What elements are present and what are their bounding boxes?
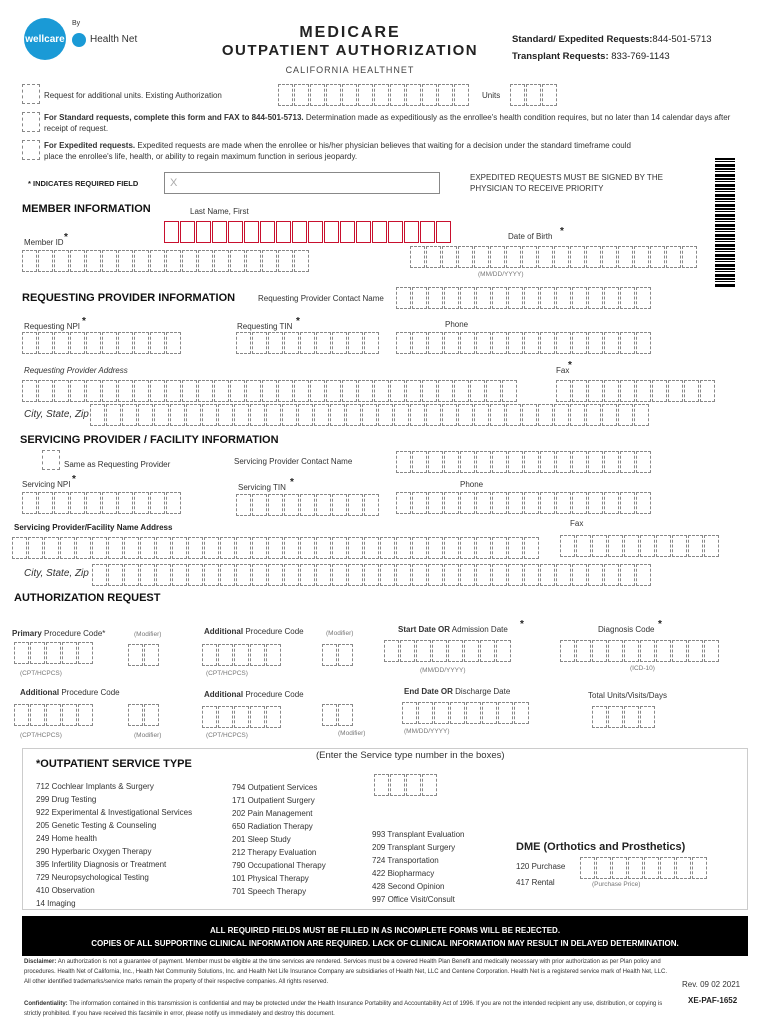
requesting-contact-boxes[interactable] <box>396 287 652 309</box>
requesting-city-label: City, State, Zip <box>24 409 89 420</box>
confidentiality-bold: Confidentiality: <box>24 1001 68 1007</box>
member-name-boxes[interactable] <box>164 221 452 243</box>
npi-required: * <box>82 316 86 327</box>
service-item: 422 Biopharmacy <box>372 869 435 878</box>
primary-modifier-boxes[interactable] <box>128 644 160 666</box>
servicing-address-boxes[interactable] <box>12 537 540 559</box>
requesting-tin-boxes[interactable] <box>236 332 380 354</box>
servicing-npi-required: * <box>72 474 76 485</box>
purchase-price-label: (Purchase Price) <box>592 881 641 888</box>
banner-line2: COPIES OF ALL SUPPORTING CLINICAL INFORMATION ARE REQUIRED. LACK OF CLINICAL INFORMATION MAY RESULT IN DELAYED DETERMINATION. <box>91 939 679 948</box>
primary-modifier-label: (Modifier) <box>134 631 162 638</box>
tin-required: * <box>296 316 300 327</box>
member-id-required: * <box>64 232 68 243</box>
service-item: 299 Drug Testing <box>36 795 97 804</box>
service-item: 249 Home health <box>36 834 97 843</box>
required-field-note: * INDICATES REQUIRED FIELD <box>28 179 139 188</box>
requesting-phone-label: Phone <box>445 320 469 329</box>
healthnet-logo-icon <box>72 33 86 47</box>
servicing-npi-boxes[interactable] <box>22 492 182 514</box>
form-id: XE-PAF-1652 <box>688 996 738 1005</box>
requesting-tin-label: Requesting TIN <box>237 322 293 331</box>
start-rest: Admission Date <box>450 625 508 634</box>
service-item: 410 Observation <box>36 886 95 895</box>
title-line2: OUTPATIENT AUTHORIZATION <box>221 42 479 59</box>
dme-purchase: 120 Purchase <box>516 862 566 871</box>
service-item: 209 Transplant Surgery <box>372 843 456 852</box>
auth-title: AUTHORIZATION REQUEST <box>14 592 161 604</box>
start-required: * <box>520 619 524 630</box>
physician-signature-field[interactable] <box>164 172 440 194</box>
service-col3 <box>372 828 465 906</box>
start-bold: Start Date OR <box>398 625 451 634</box>
servicing-tin-boxes[interactable] <box>236 494 380 516</box>
service-col2 <box>232 781 326 898</box>
confidentiality-text: The information contained in this transmission is confidential and may be protected under the Health Insurance Portability and Accountability Act of 1996. If you are not the intended recipient any use, distribution, or copying is strictly prohibited. If you have received this facsimile in error, please notify us immediately and destroy this document. <box>24 1001 663 1017</box>
servicing-fax-boxes[interactable] <box>560 535 720 557</box>
service-item: 290 Hyperbaric Oxygen Therapy <box>36 847 152 856</box>
title-line1: MEDICARE <box>299 24 401 41</box>
dme-rental: 417 Rental <box>516 878 555 887</box>
same-as-label: Same as Requesting Provider <box>64 460 171 469</box>
servicing-contact-label: Servicing Provider Contact Name <box>234 457 353 466</box>
diagnosis-boxes[interactable] <box>560 640 720 662</box>
servicing-tin-label: Servicing TIN <box>238 483 286 492</box>
member-name-label: Last Name, First <box>190 207 249 216</box>
additional-cpt-label-3: (CPT/HCPCS) <box>206 732 248 739</box>
requesting-npi-label: Requesting NPI <box>24 322 81 331</box>
additional-units-label: Request for additional units. Existing Authorization <box>44 91 222 100</box>
requesting-fax-label: Fax <box>556 366 570 375</box>
service-item: 101 Physical Therapy <box>232 874 309 883</box>
units-boxes[interactable] <box>510 84 558 106</box>
start-date-format: (MM/DD/YYYY) <box>420 667 466 674</box>
requesting-title: REQUESTING PROVIDER INFORMATION <box>22 292 236 304</box>
end-rest: Discharge Date <box>452 687 511 696</box>
additional-rest-1: Procedure Code <box>243 627 304 636</box>
member-id-boxes[interactable] <box>22 250 310 272</box>
primary-code-label <box>12 629 105 638</box>
service-item: 724 Transportation <box>372 856 439 865</box>
service-item: 993 Transplant Evaluation <box>372 830 465 839</box>
end-date-boxes[interactable] <box>402 702 530 724</box>
healthnet-logo: Health Net <box>90 34 138 45</box>
wellcare-logo: wellcare <box>24 18 66 60</box>
service-item: 701 Speech Therapy <box>232 887 307 896</box>
expedited-text <box>44 140 644 162</box>
service-col1 <box>36 780 192 910</box>
existing-auth-boxes[interactable] <box>278 84 470 106</box>
service-item: 794 Outpatient Services <box>232 783 318 792</box>
additional-modifier-boxes-1[interactable] <box>322 644 354 666</box>
service-item: 712 Cochlear Implants & Surgery <box>36 782 154 791</box>
additional-rest-3: Procedure Code <box>243 690 304 699</box>
dme-title: DME (Orthotics and Prosthetics) <box>516 841 686 853</box>
diagnosis-label: Diagnosis Code <box>598 625 655 634</box>
end-date-label <box>404 687 510 696</box>
end-date-format: (MM/DD/YYYY) <box>404 728 450 735</box>
service-item: 428 Second Opinion <box>372 882 445 891</box>
requesting-npi-boxes[interactable] <box>22 332 182 354</box>
total-units-boxes[interactable] <box>592 706 656 728</box>
standard-line <box>512 34 712 45</box>
standard-rest: Determination made as expeditiously as the enrollee's health condition requires, but no later than 14 calendar days after receipt of request. <box>44 113 731 133</box>
servicing-title: SERVICING PROVIDER / FACILITY INFORMATION <box>20 434 279 446</box>
fax-required: * <box>568 360 572 371</box>
primary-rest: Procedure Code* <box>41 629 106 638</box>
servicing-city-label: City, State, Zip <box>24 568 89 579</box>
requesting-address-boxes[interactable] <box>22 380 518 402</box>
servicing-address-label: Servicing Provider/Facility Name Address <box>14 523 173 532</box>
expedited-sign-note: EXPEDITED REQUESTS MUST BE SIGNED BY THE PHYSICIAN TO RECEIVE PRIORITY <box>470 173 663 193</box>
standard-phone: 844-501-5713 <box>652 34 712 45</box>
start-date-label <box>398 625 508 634</box>
standard-label: Standard/ Expedited Requests: <box>512 34 653 45</box>
expedited-rest: Expedited requests are made when the enrollee or his/her physician believes that waiting for a decision under the standard timeframe could place the enrollee's life, health, or ability to regain maximum function in serious jeopardy. <box>44 141 631 161</box>
servicing-phone-boxes[interactable] <box>396 492 652 514</box>
requesting-fax-boxes[interactable] <box>556 380 716 402</box>
servicing-city-boxes[interactable] <box>92 564 652 586</box>
additional-modifier-caption-2: (Modifier) <box>134 732 162 739</box>
end-bold: End Date OR <box>404 687 453 696</box>
additional-bold-3: Additional <box>204 690 244 699</box>
service-item: 202 Pain Management <box>232 809 313 818</box>
service-item: 790 Occupational Therapy <box>232 861 326 870</box>
service-item: 922 Experimental & Investigational Services <box>36 808 193 817</box>
same-as-checkbox[interactable] <box>42 450 60 470</box>
servicing-contact-boxes[interactable] <box>396 451 652 473</box>
service-item: 395 Infertility Diagnosis or Treatment <box>36 860 167 869</box>
diagnosis-required: * <box>658 619 662 630</box>
additional-modifier-boxes-3[interactable] <box>322 704 354 726</box>
warning-banner <box>22 916 748 956</box>
servicing-npi-label: Servicing NPI <box>22 480 71 489</box>
total-units-label: Total Units/Visits/Days <box>588 691 667 700</box>
expedited-bold: For Expedited requests. <box>44 141 136 150</box>
dob-boxes[interactable] <box>410 246 698 268</box>
subtitle: CALIFORNIA HEALTHNET <box>285 65 415 75</box>
additional-code-label-1 <box>204 627 304 636</box>
standard-checkbox[interactable] <box>22 112 40 132</box>
additional-units-checkbox[interactable] <box>22 84 40 104</box>
requesting-contact-label: Requesting Provider Contact Name <box>258 294 384 303</box>
requesting-address-label: Requesting Provider Address <box>24 366 128 375</box>
dob-required: * <box>560 226 564 237</box>
additional-bold-1: Additional <box>204 627 244 636</box>
member-id-label: Member ID <box>24 238 64 247</box>
additional-modifier-boxes-2[interactable] <box>128 704 160 726</box>
start-date-boxes[interactable] <box>384 640 512 662</box>
servicing-tin-required: * <box>290 477 294 488</box>
additional-code-boxes-1[interactable] <box>202 644 282 666</box>
service-item: 14 Imaging <box>36 899 76 908</box>
service-item: 729 Neuropsychological Testing <box>36 873 149 882</box>
purchase-price-boxes[interactable] <box>580 857 708 879</box>
by-text: By <box>72 20 81 27</box>
primary-code-boxes[interactable] <box>14 642 94 664</box>
primary-cpt-label: (CPT/HCPCS) <box>20 670 62 677</box>
servicing-phone-label: Phone <box>460 480 484 489</box>
service-item: 212 Therapy Evaluation <box>232 848 317 857</box>
transplant-line <box>512 51 670 62</box>
additional-code-label-2 <box>20 688 120 697</box>
dob-format: (MM/DD/YYYY) <box>478 271 524 278</box>
barcode <box>715 158 735 288</box>
additional-rest-2: Procedure Code <box>59 688 120 697</box>
additional-code-label-3 <box>204 690 304 699</box>
disclaimer-text: An authorization is not a guarantee of payment. Member must be eligible at the time services are rendered. Services must be a covered Health Plan Benefit and medically necessary with prior authorization as per Plan policy and procedures. Health Net of California, Inc., Health Net Community Solutions, Inc. and Health Net Life Insurance Company are subsidiaries of Health Net, LLC and Centene Corporation. Health Net is a registered service mark of Health Net, LLC. All other identified trademarks/service marks remain the property of their respective companies. All rights reserved. <box>24 959 667 985</box>
service-type-boxes[interactable] <box>374 774 438 796</box>
service-item: 650 Radiation Therapy <box>232 822 313 831</box>
additional-modifier-caption-3: (Modifier) <box>338 730 366 737</box>
standard-text <box>44 112 734 134</box>
additional-bold-2: Additional <box>20 688 60 697</box>
service-item: 201 Sleep Study <box>232 835 291 844</box>
disclaimer-bold: Disclaimer: <box>24 959 57 965</box>
signature-x: X <box>170 177 178 189</box>
additional-code-boxes-3[interactable] <box>202 706 282 728</box>
service-item: 205 Genetic Testing & Counseling <box>36 821 157 830</box>
standard-bold: For Standard requests, complete this form and FAX to 844-501-5713. <box>44 113 304 122</box>
additional-code-boxes-2[interactable] <box>14 704 94 726</box>
requesting-phone-boxes[interactable] <box>396 332 652 354</box>
confidentiality <box>24 999 674 1019</box>
dob-label: Date of Birth <box>508 232 553 241</box>
service-item: 997 Office Visit/Consult <box>372 895 455 904</box>
transplant-phone: 833-769-1143 <box>611 51 670 62</box>
service-instruction: (Enter the Service type number in the boxes) <box>316 750 505 761</box>
banner-line1: ALL REQUIRED FIELDS MUST BE FILLED IN AS INCOMPLETE FORMS WILL BE REJECTED. <box>209 926 561 935</box>
service-item: 171 Outpatient Surgery <box>232 796 315 805</box>
icd-label: (ICD-10) <box>630 665 655 672</box>
transplant-label: Transplant Requests: <box>512 51 609 62</box>
expedited-checkbox[interactable] <box>22 140 40 160</box>
additional-modifier-label-1: (Modifier) <box>326 630 354 637</box>
service-title: *OUTPATIENT SERVICE TYPE <box>36 758 192 770</box>
member-title: MEMBER INFORMATION <box>22 203 151 215</box>
primary-bold: Primary <box>12 629 42 638</box>
servicing-fax-label: Fax <box>570 519 584 528</box>
additional-cpt-label-2: (CPT/HCPCS) <box>20 732 62 739</box>
additional-cpt-label-1: (CPT/HCPCS) <box>206 670 248 677</box>
units-label: Units <box>482 91 501 100</box>
disclaimer <box>24 957 674 987</box>
revision-date: Rev. 09 02 2021 <box>682 980 741 989</box>
requesting-city-boxes[interactable] <box>90 404 650 426</box>
